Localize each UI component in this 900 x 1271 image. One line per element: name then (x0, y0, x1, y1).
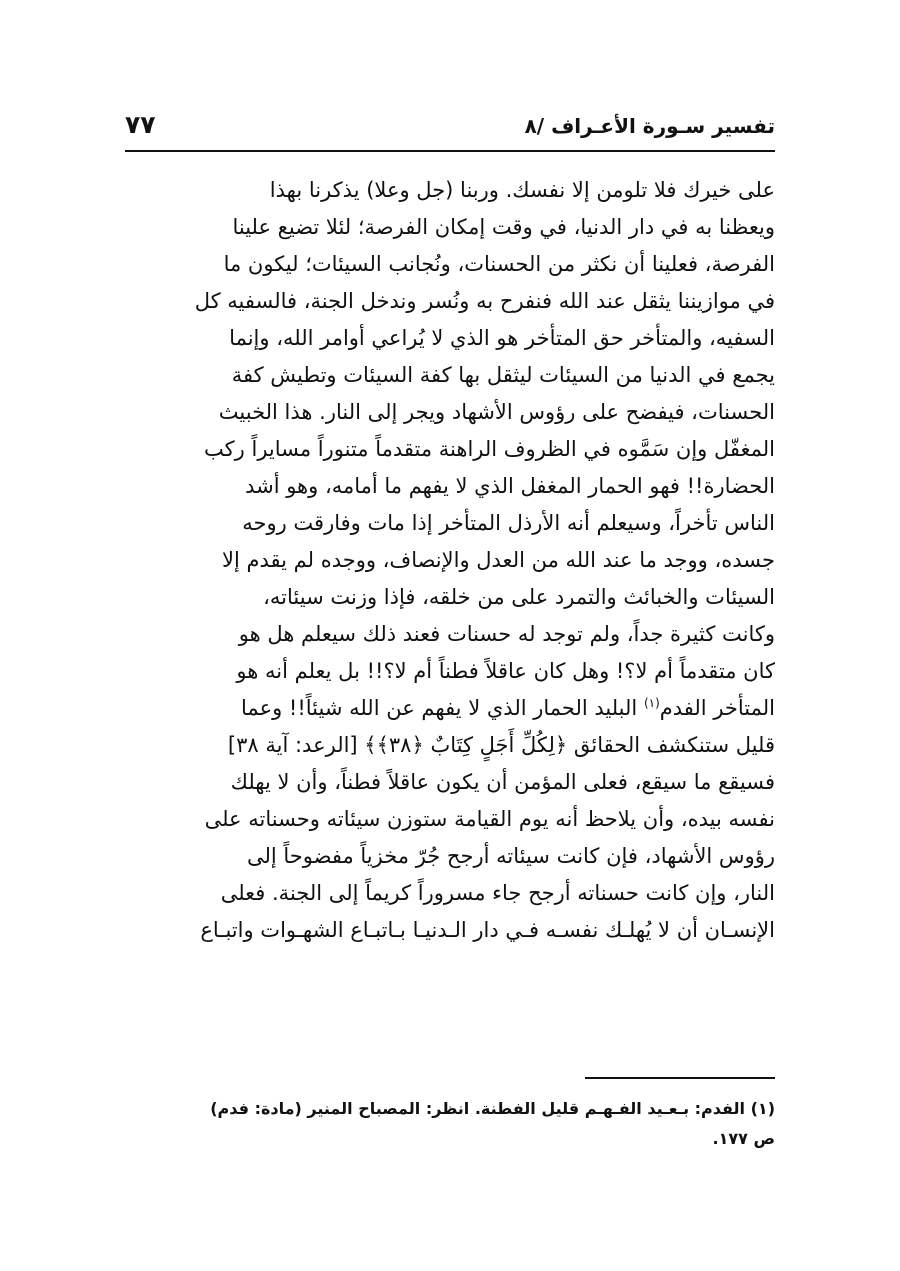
text-line: الناس تأخراً، وسيعلم أنه الأرذل المتأخر إذا مات وفارقت روحه (242, 511, 775, 535)
text-line: السفيه، والمتأخر حق المتأخر هو الذي لا يُراعي أوامر الله، وإنما (229, 326, 775, 350)
text-line: الفرصة، فعلينا أن نكثر من الحسنات، ونُجانب السيئات؛ ليكون ما (223, 252, 775, 276)
footnote-separator (585, 1077, 775, 1079)
footnote-line: (١) الفدم: بـعـيد الفـهـم قليل الفطنة. انظر: المصباح المنير (مادة: فدم) (210, 1099, 775, 1118)
text-line: يجمع في الدنيا من السيئات ليثقل بها كفة السيئات وتطيش كفة (231, 363, 775, 387)
footnote-line: ص ١٧٧. (712, 1129, 775, 1148)
footnotes (125, 1094, 775, 1154)
text-segment: قليل ستنكشف الحقائق (567, 733, 775, 757)
running-title: تفسير سـورة الأعـراف /٨ (524, 114, 775, 138)
text-line-with-verse (125, 727, 775, 764)
text-line: ويعظنا به في دار الدنيا، في وقت إمكان الفرصة؛ لئلا تضيع علينا (232, 215, 775, 239)
text-line-with-note (125, 690, 775, 727)
text-line: جسده، ووجد ما عند الله من العدل والإنصاف، ووجده لم يقدم إلا (221, 548, 775, 572)
header-rule (125, 150, 775, 152)
text-line: فسيقع ما سيقع، فعلى المؤمن أن يكون عاقلاً فطناً، وأن لا يهلك (230, 770, 775, 794)
text-line: النار، وإن كانت حسناته أرجح جاء مسروراً كريماً إلى الجنة. فعلى (220, 881, 775, 905)
text-line: الحسنات، فيفضح على رؤوس الأشهاد ويجر إلى النار. هذا الخبيث (218, 400, 775, 424)
text-line: كان متقدماً أم لا؟! وهل كان عاقلاً فطناً أم لا؟!! بل يعلم أنه هو (236, 659, 775, 683)
text-line: رؤوس الأشهاد، فإن كانت سيئاته أرجح جُرّ مخزياً مفضوحاً إلى (246, 844, 775, 868)
text-line: المغفّل وإن سَمَّوه في الظروف الراهنة متقدماً متنوراً مسايراً ركب (204, 437, 775, 461)
text-line: الإنسـان أن لا يُهلـك نفسـه فـي دار الـدنيـا بـاتبـاع الشهـوات واتبـاع (200, 918, 775, 942)
quran-verse: ﴿لِكُلِّ أَجَلٍ كِتَابٌ ﴿٣٨﴾﴾ (364, 733, 568, 757)
text-line: نفسه بيده، وأن يلاحظ أنه يوم القيامة ستوزن سيئاته وحسناته على (204, 807, 775, 831)
page-header (125, 110, 775, 146)
text-line: السيئات والخبائث والتمرد على من خلقه، فإذا وزنت سيئاته، (263, 585, 775, 609)
text-line: على خيرك فلا تلومن إلا نفسك. وربنا (جل وعلا) يذكرنا بهذا (269, 178, 775, 202)
body-text (125, 172, 775, 949)
text-line: الحضارة!! فهو الحمار المغفل الذي لا يفهم ما أمامه، وهو أشد (245, 474, 775, 498)
page-number: ٧٧ (125, 110, 156, 139)
verse-citation: [الرعد: آية ٣٨] (227, 733, 365, 757)
text-line: وكانت كثيرة جداً، ولم توجد له حسنات فعند ذلك سيعلم هل هو (238, 622, 775, 646)
text-segment: المتأخر الفدم (659, 696, 775, 720)
footnote-marker: (١) (643, 696, 660, 710)
text-line: في موازيننا يثقل عند الله فنفرح به ونُسر وندخل الجنة، فالسفيه كل (194, 289, 775, 313)
text-segment: البليد الحمار الذي لا يفهم عن الله شيئاً!! وعما (241, 696, 644, 720)
